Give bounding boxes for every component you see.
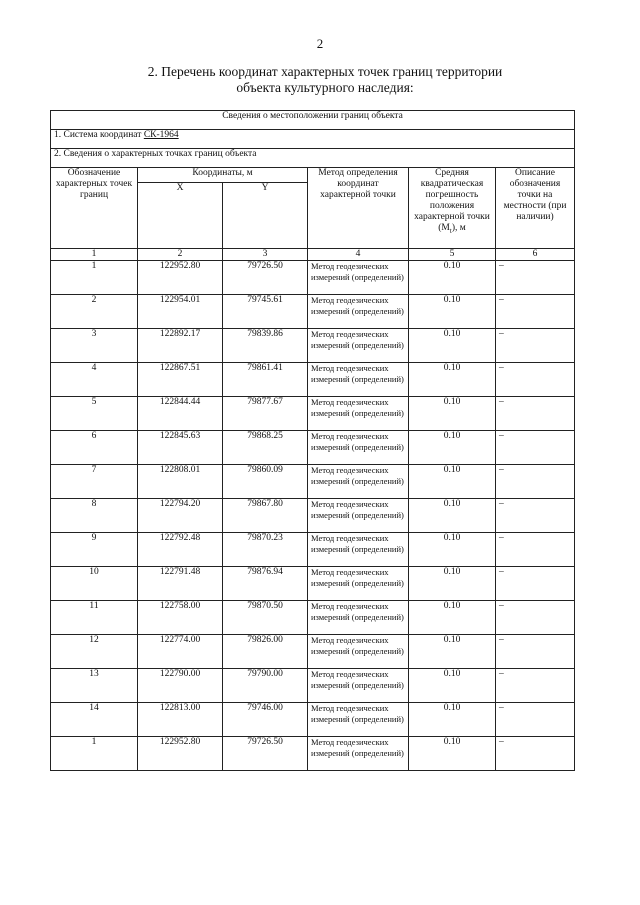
accuracy: 0.10 [409, 703, 496, 737]
points-info-label: 2. Сведения о характерных точках границ объекта [51, 149, 575, 168]
coordinate-system-label: 1. Система координат [54, 130, 144, 140]
description: – [496, 295, 575, 329]
description: – [496, 261, 575, 295]
point-number: 10 [51, 567, 138, 601]
method: Метод геодезических измерений (определений) [308, 669, 409, 703]
point-number: 1 [51, 737, 138, 771]
accuracy: 0.10 [409, 533, 496, 567]
coord-x: 122794.20 [138, 499, 223, 533]
table-row [51, 431, 575, 465]
point-number: 4 [51, 363, 138, 397]
coordinates-table [50, 110, 575, 771]
table-row [51, 635, 575, 669]
point-number: 2 [51, 295, 138, 329]
description: – [496, 397, 575, 431]
coord-x: 122954.01 [138, 295, 223, 329]
description: – [496, 533, 575, 567]
header-description: Описание обозначения точки на местности (при наличии) [496, 168, 575, 249]
header-accuracy-sub: t [449, 226, 452, 235]
point-number: 13 [51, 669, 138, 703]
header-accuracy [409, 168, 496, 249]
page-number: 2 [316, 36, 324, 51]
method: Метод геодезических измерений (определений) [308, 431, 409, 465]
column-number: 1 [51, 249, 138, 261]
accuracy: 0.10 [409, 635, 496, 669]
coord-y: 79860.09 [223, 465, 308, 499]
header-designation: Обозначение характерных точек границ [51, 168, 138, 249]
point-number: 14 [51, 703, 138, 737]
header-accuracy-prefix: Средняя квадратическая погрешность положения характерной точки (M [414, 168, 490, 233]
point-number: 8 [51, 499, 138, 533]
coord-y: 79726.50 [223, 737, 308, 771]
table-row [51, 533, 575, 567]
header-accuracy-suffix: ), м [451, 223, 466, 233]
method: Метод геодезических измерений (определений) [308, 703, 409, 737]
table-row [51, 329, 575, 363]
table-row [51, 567, 575, 601]
header-method: Метод определения координат характерной точки [308, 168, 409, 249]
method: Метод геодезических измерений (определений) [308, 499, 409, 533]
header-y: Y [223, 183, 308, 249]
description: – [496, 703, 575, 737]
description: – [496, 329, 575, 363]
description: – [496, 431, 575, 465]
table-row [51, 465, 575, 499]
point-number: 11 [51, 601, 138, 635]
description: – [496, 363, 575, 397]
method: Метод геодезических измерений (определений) [308, 567, 409, 601]
coord-y: 79870.23 [223, 533, 308, 567]
coord-x: 122892.17 [138, 329, 223, 363]
method: Метод геодезических измерений (определений) [308, 261, 409, 295]
column-number: 4 [308, 249, 409, 261]
point-number: 7 [51, 465, 138, 499]
coord-y: 79861.41 [223, 363, 308, 397]
coord-x: 122791.48 [138, 567, 223, 601]
coord-x: 122952.80 [138, 261, 223, 295]
coord-x: 122792.48 [138, 533, 223, 567]
coord-x: 122790.00 [138, 669, 223, 703]
table-row [51, 397, 575, 431]
column-number: 2 [138, 249, 223, 261]
header-x: X [138, 183, 223, 249]
accuracy: 0.10 [409, 669, 496, 703]
coord-y: 79746.00 [223, 703, 308, 737]
method: Метод геодезических измерений (определений) [308, 533, 409, 567]
accuracy: 0.10 [409, 363, 496, 397]
accuracy: 0.10 [409, 601, 496, 635]
document-title-line-1: 2. Перечень координат характерных точек границ территории [147, 64, 503, 79]
table-row [51, 363, 575, 397]
method: Метод геодезических измерений (определений) [308, 635, 409, 669]
description: – [496, 601, 575, 635]
coord-x: 122867.51 [138, 363, 223, 397]
coord-y: 79867.80 [223, 499, 308, 533]
accuracy: 0.10 [409, 499, 496, 533]
table-row [51, 261, 575, 295]
point-number: 3 [51, 329, 138, 363]
description: – [496, 635, 575, 669]
point-number: 5 [51, 397, 138, 431]
accuracy: 0.10 [409, 465, 496, 499]
coord-y: 79745.61 [223, 295, 308, 329]
point-number: 6 [51, 431, 138, 465]
method: Метод геодезических измерений (определений) [308, 601, 409, 635]
point-number: 12 [51, 635, 138, 669]
coord-x: 122844.44 [138, 397, 223, 431]
description: – [496, 669, 575, 703]
coordinate-system-row [51, 130, 575, 149]
coord-x: 122758.00 [138, 601, 223, 635]
column-numbers-row [51, 249, 575, 261]
coord-x: 122813.00 [138, 703, 223, 737]
table-row [51, 499, 575, 533]
table-row [51, 601, 575, 635]
description: – [496, 737, 575, 771]
document-title-line-2: объекта культурного наследия: [236, 80, 414, 95]
document-title [60, 64, 590, 96]
accuracy: 0.10 [409, 431, 496, 465]
point-number: 9 [51, 533, 138, 567]
accuracy: 0.10 [409, 329, 496, 363]
table-row [51, 737, 575, 771]
method: Метод геодезических измерений (определений) [308, 295, 409, 329]
table-row [51, 295, 575, 329]
coord-y: 79870.50 [223, 601, 308, 635]
coord-y: 79826.00 [223, 635, 308, 669]
table-row [51, 703, 575, 737]
coord-y: 79726.50 [223, 261, 308, 295]
accuracy: 0.10 [409, 567, 496, 601]
method: Метод геодезических измерений (определений) [308, 329, 409, 363]
description: – [496, 499, 575, 533]
column-number: 6 [496, 249, 575, 261]
column-number: 5 [409, 249, 496, 261]
coord-y: 79877.67 [223, 397, 308, 431]
coord-y: 79839.86 [223, 329, 308, 363]
accuracy: 0.10 [409, 261, 496, 295]
coord-x: 122952.80 [138, 737, 223, 771]
coord-y: 79790.00 [223, 669, 308, 703]
coord-x: 122808.01 [138, 465, 223, 499]
accuracy: 0.10 [409, 295, 496, 329]
point-number: 1 [51, 261, 138, 295]
coord-y: 79868.25 [223, 431, 308, 465]
accuracy: 0.10 [409, 737, 496, 771]
method: Метод геодезических измерений (определений) [308, 737, 409, 771]
description: – [496, 567, 575, 601]
column-number: 3 [223, 249, 308, 261]
coord-x: 122774.00 [138, 635, 223, 669]
method: Метод геодезических измерений (определений) [308, 363, 409, 397]
table-row [51, 669, 575, 703]
method: Метод геодезических измерений (определений) [308, 465, 409, 499]
method: Метод геодезических измерений (определений) [308, 397, 409, 431]
coord-y: 79876.94 [223, 567, 308, 601]
accuracy: 0.10 [409, 397, 496, 431]
section-title: Сведения о местоположении границ объекта [51, 111, 575, 130]
coordinate-system-value: СК-1964 [143, 130, 179, 140]
coord-x: 122845.63 [138, 431, 223, 465]
header-coordinates: Координаты, м [138, 168, 308, 183]
description: – [496, 465, 575, 499]
